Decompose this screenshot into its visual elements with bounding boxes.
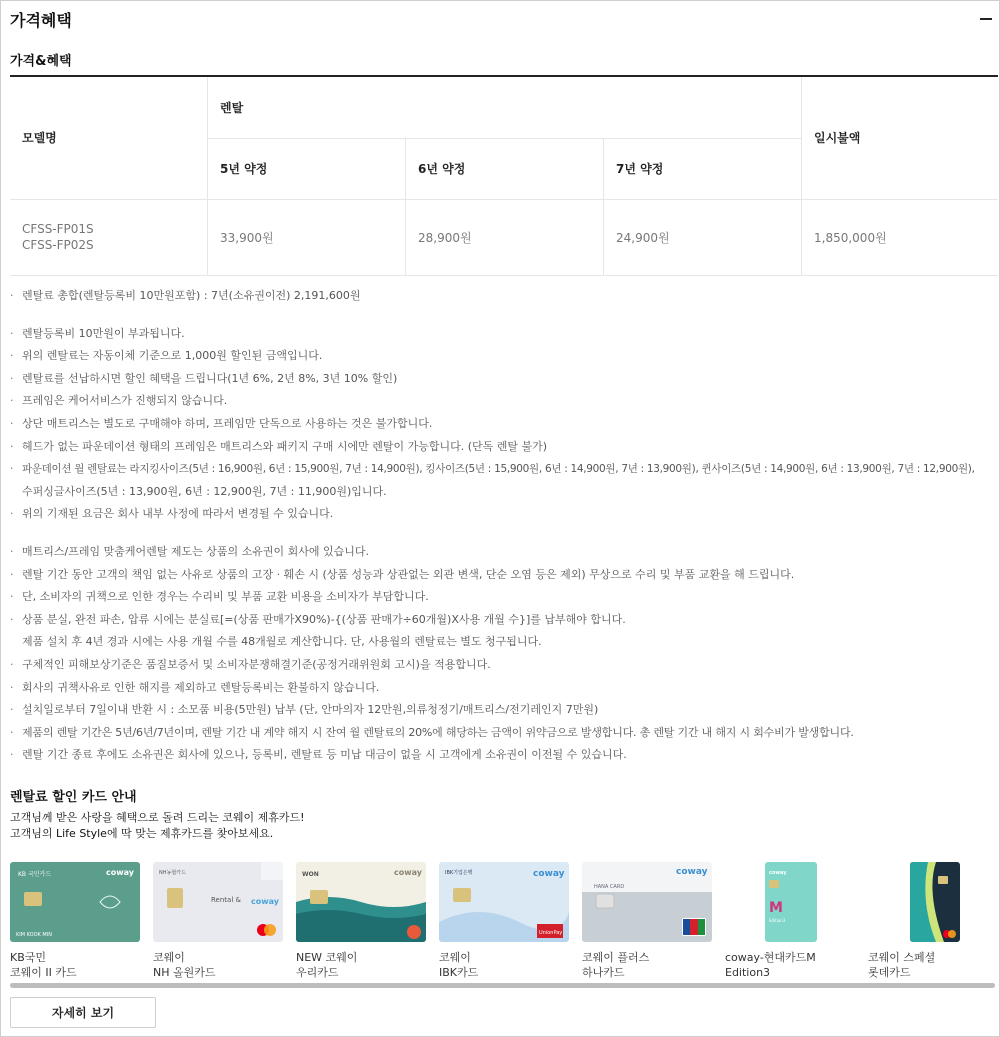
note-item-continued: 수퍼싱글사이즈(5년 : 13,900원, 6년 : 12,900원, 7년 : 11,900원)입니다. xyxy=(22,484,387,498)
card-caption: NEW 코웨이 우리카드 xyxy=(296,951,358,979)
note-item: · 렌탈 기간 동안 고객의 책임 없는 사유로 상품의 고장 · 훼손 시 (상품 성능과 상관없는 외관 변색, 단순 오염 등은 제외) 무상으로 수리 및 부품 교환을 해 드립니다. xyxy=(10,567,795,581)
header-lump-sum: 일시불액 xyxy=(802,77,999,199)
svg-text:KIM KOOK MIN: KIM KOOK MIN xyxy=(16,932,52,938)
note-item: · 프레임은 케어서비스가 진행되지 않습니다. xyxy=(10,394,228,408)
cards-description: 고객님께 받은 사랑을 혜택으로 돌려 드리는 코웨이 제휴카드! 고객님의 Life Style에 딱 맞는 제휴카드를 찾아보세요. xyxy=(10,811,305,840)
notes-list xyxy=(10,285,990,767)
collapse-icon[interactable] xyxy=(980,18,992,20)
note-item: · 위의 기재된 요금은 회사 내부 사정에 따라서 변경될 수 있습니다. xyxy=(10,507,334,521)
note-item: · 렌탈등록비 10만원이 부과됩니다. xyxy=(10,326,185,340)
svg-text:HANA CARD: HANA CARD xyxy=(594,884,625,890)
svg-text:coway: coway xyxy=(394,868,422,877)
note-item: · 단, 소비자의 귀책으로 인한 경우는 수리비 및 부품 교환 비용을 소비자가 부담합니다. xyxy=(10,590,429,604)
note-item: · 상단 매트리스는 별도로 구매해야 하며, 프레임만 단독으로 사용하는 것은 불가합니다. xyxy=(10,416,433,430)
svg-text:coway: coway xyxy=(533,869,565,879)
model-name: CFSS-FP01S xyxy=(22,222,94,236)
price-table xyxy=(10,77,998,276)
svg-text:coway: coway xyxy=(251,897,279,906)
note-item: · 매트리스/프레임 맞춤케어렌탈 제도는 상품의 소유권이 회사에 있습니다. xyxy=(10,544,369,558)
woori-card-icon[interactable] xyxy=(296,862,426,942)
header-term-5y: 5년 약정 xyxy=(208,138,406,199)
card-carousel[interactable] xyxy=(10,860,998,985)
note-item: · 렌탈료를 선납하시면 할인 혜택을 드립니다(1년 6%, 2년 8%, 3년 10% 할인) xyxy=(10,371,398,385)
note-item: · 구체적인 피해보상기준은 품질보증서 및 소비자분쟁해결기준(공정거래위원회 고시)을 적용합니다. xyxy=(10,657,491,671)
svg-text:UnionPay: UnionPay xyxy=(539,930,563,936)
model-cell xyxy=(10,199,208,275)
scrollbar-thumb[interactable] xyxy=(10,983,995,988)
svg-text:coway: coway xyxy=(769,870,787,876)
hyundai-card-icon[interactable] xyxy=(765,862,817,942)
note-item: · 설치일로부터 7일이내 반환 시 : 소모품 비용(5만원) 납부 (단, 안마의자 12만원,의류청정기/매트리스/전기레인지 7만원) xyxy=(10,703,599,717)
hana-card-icon[interactable] xyxy=(582,862,712,942)
header-rental: 렌탈 xyxy=(208,77,802,138)
card-caption: 코웨이 플러스 하나카드 xyxy=(582,951,650,979)
svg-text:IBK기업은행: IBK기업은행 xyxy=(445,870,473,876)
cards-section-title: 렌탈료 할인 카드 안내 xyxy=(10,790,137,805)
sub-title: 가격&혜택 xyxy=(10,54,72,69)
header-term-6y: 6년 약정 xyxy=(406,138,604,199)
svg-text:Rental &: Rental & xyxy=(211,896,241,904)
card-caption: 코웨이 스페셜 롯데카드 xyxy=(868,951,936,979)
view-details-button[interactable]: 자세히 보기 xyxy=(10,997,156,1028)
card-caption: KB국민 코웨이 II 카드 xyxy=(10,951,77,979)
svg-text:KB 국민카드: KB 국민카드 xyxy=(18,871,52,878)
price-lump-sum: 1,850,000원 xyxy=(802,199,999,275)
price-7y: 24,900원 xyxy=(604,199,802,275)
svg-text:NH농협카드: NH농협카드 xyxy=(159,870,186,876)
note-item: · 렌탈 기간 종료 후에도 소유권은 회사에 있으나, 등록비, 렌탈료 등 미납 대금이 없을 시 고객에게 소유권이 이전될 수 있습니다. xyxy=(10,748,627,762)
note-item: · 렌탈료 총합(렌탈등록비 10만원포함) : 7년(소유권이전) 2,191,600원 xyxy=(10,289,361,302)
note-item: · 상품 분실, 완전 파손, 압류 시에는 분실료[=(상품 판매가X90%)-{(상품 판매가÷60개월)X사용 개월 수}]를 납부해야 합니다. xyxy=(10,612,626,626)
section-title: 가격혜택 xyxy=(10,11,72,30)
note-item: · 파운데이션 월 렌탈료는 라지킹사이즈(5년 : 16,900원, 6년 : 15,900원, 7년 : 14,900원), 킹사이즈(5년 : 15,900원, 6년 : 14,900원, 7년 : 13,900원), 퀸사이즈(5년 : 14,900원, 6년 : 13,900원, 7년 : 12,900원), xyxy=(10,463,975,476)
ibk-card-icon[interactable] xyxy=(439,862,569,942)
note-item-continued: 제품 설치 후 4년 경과 시에는 사용 개월 수를 48개월로 계산합니다. 단, 사용월의 렌탈료는 별도 청구됩니다. xyxy=(22,635,542,649)
note-item: · 헤드가 없는 파운데이션 형태의 프레임은 매트리스와 패키지 구매 시에만 렌탈이 가능합니다. (단독 렌탈 불가) xyxy=(10,439,548,453)
svg-text:coway: coway xyxy=(676,867,708,877)
header-term-7y: 7년 약정 xyxy=(604,138,802,199)
card-caption: 코웨이 IBK카드 xyxy=(439,951,479,979)
header-model: 모델명 xyxy=(10,77,208,199)
svg-text:M: M xyxy=(769,900,783,916)
note-item: · 제품의 렌탈 기간은 5년/6년/7년이며, 렌탈 기간 내 계약 해지 시 잔여 월 렌탈료의 20%에 해당하는 금액이 위약금으로 발생합니다. 총 렌탈 기간 내 해지 시 회수비가 발생합니다. xyxy=(10,725,854,739)
model-name: CFSS-FP02S xyxy=(22,238,94,252)
note-item: · 회사의 귀책사유로 인한 해지를 제외하고 렌탈등록비는 환불하지 않습니다. xyxy=(10,680,380,694)
card-caption: coway-현대카드M Edition3 xyxy=(725,951,816,979)
price-6y: 28,900원 xyxy=(406,199,604,275)
carousel-scrollbar[interactable] xyxy=(10,983,995,988)
lotte-card-icon[interactable] xyxy=(910,862,960,942)
svg-text:WON: WON xyxy=(302,871,319,878)
nh-card-icon[interactable] xyxy=(153,862,283,942)
card-caption: 코웨이 NH 올원카드 xyxy=(153,951,216,979)
kb-card-icon[interactable] xyxy=(10,862,140,942)
price-5y: 33,900원 xyxy=(208,199,406,275)
svg-text:coway: coway xyxy=(106,868,134,877)
note-item: · 위의 렌탈료는 자동이체 기준으로 1,000원 할인된 금액입니다. xyxy=(10,349,323,363)
svg-text:Edition3: Edition3 xyxy=(769,918,786,923)
